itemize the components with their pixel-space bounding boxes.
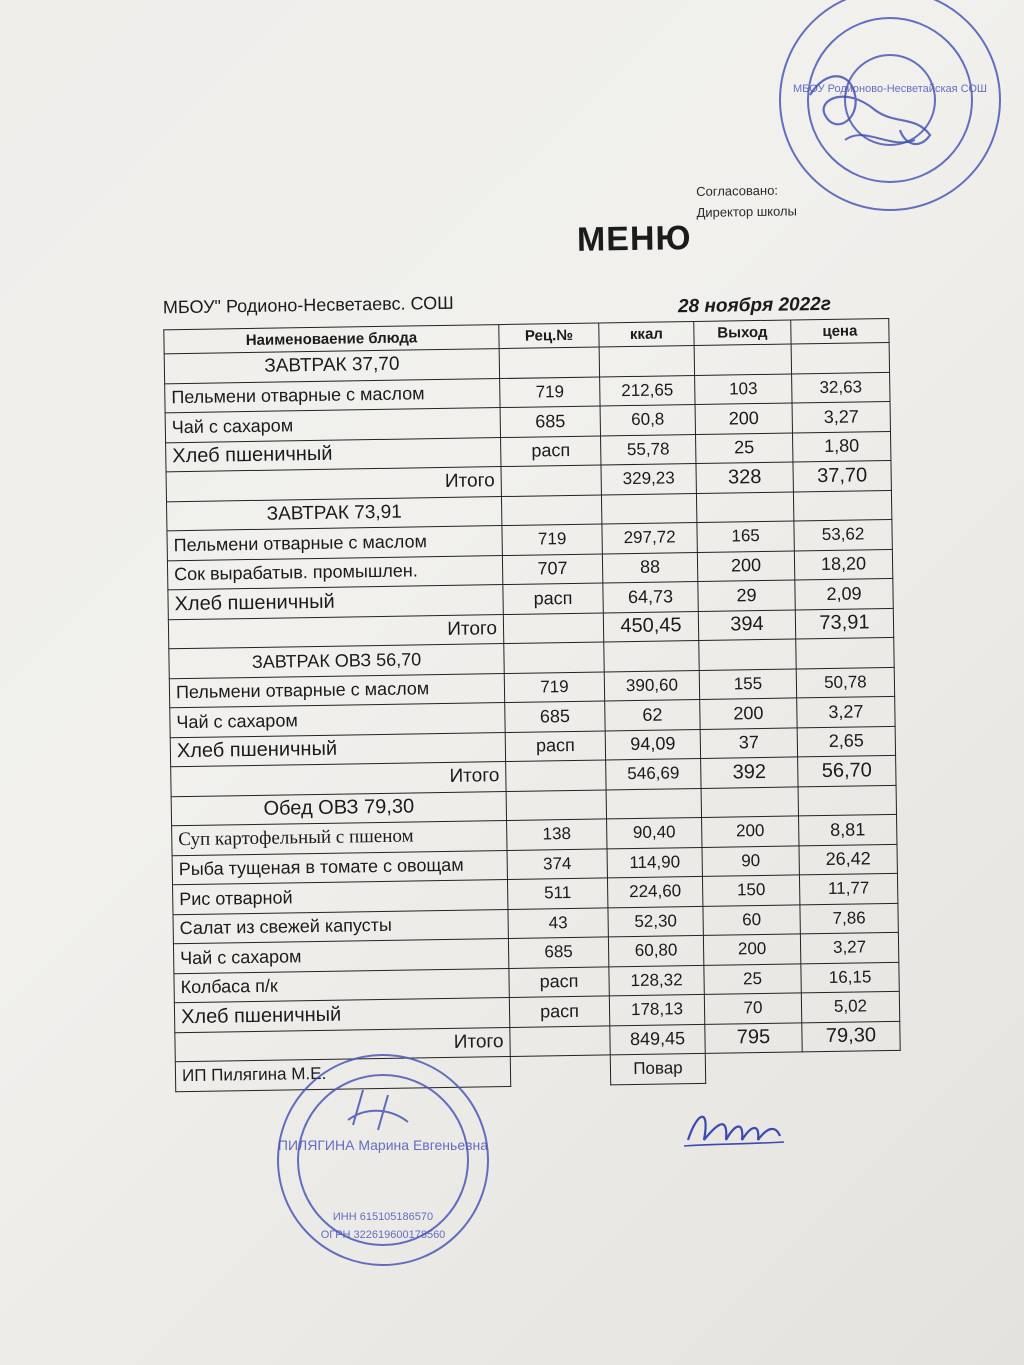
kcal-value: 88: [602, 552, 697, 583]
kcal-value: 114,90: [607, 847, 702, 878]
dish-name: Суп картофельный с пшеном: [172, 821, 507, 856]
total-price: 79,30: [802, 1021, 900, 1052]
kcal-value: 90,40: [607, 817, 702, 848]
menu-sheet: [120, 108, 917, 1180]
column-header-name: Наименоваение блюда: [164, 325, 499, 354]
recipe-number: расп: [501, 435, 601, 466]
total-kcal: 849,45: [610, 1024, 705, 1055]
output-value: 155: [699, 668, 796, 699]
kcal-value: 212,65: [600, 375, 695, 406]
menu-table-body: [164, 342, 900, 1091]
total-label: Итого: [171, 762, 506, 797]
dish-name: Хлеб пшеничный: [166, 437, 501, 472]
column-header-output: Выход: [694, 320, 791, 346]
price-value: 5,02: [801, 991, 899, 1022]
output-value: 90: [702, 845, 799, 876]
recipe-number: 685: [500, 406, 600, 437]
total-kcal: 450,45: [603, 611, 698, 642]
dish-name: Чай с сахаром: [173, 939, 508, 974]
dish-name: Чай с сахаром: [170, 703, 505, 738]
output-value: 70: [704, 993, 801, 1024]
output-value: 165: [697, 521, 794, 552]
output-value: 60: [703, 904, 800, 935]
dish-name: Чай с сахаром: [165, 408, 500, 443]
recipe-number: 511: [507, 878, 607, 909]
kcal-value: 128,32: [609, 965, 704, 996]
dish-name: Хлеб пшеничный: [168, 585, 503, 620]
output-value: 25: [696, 432, 793, 463]
recipe-number: 685: [505, 701, 605, 732]
price-value: 3,27: [797, 696, 895, 727]
total-label: Итого: [166, 467, 501, 502]
output-value: 29: [698, 580, 795, 611]
kcal-value: 55,78: [601, 434, 696, 465]
price-value: 3,27: [800, 932, 898, 963]
recipe-number: 707: [502, 553, 602, 584]
recipe-number: расп: [505, 730, 605, 761]
price-value: 50,78: [796, 667, 894, 698]
menu-table: [163, 318, 901, 1092]
dish-name: Сок вырабатыв. промышлен.: [167, 555, 502, 590]
recipe-number: 719: [502, 524, 602, 555]
column-header-recipe: Рец.№: [499, 323, 599, 349]
output-value: 200: [703, 934, 800, 965]
recipe-number: расп: [509, 966, 609, 997]
total-output: 795: [705, 1022, 802, 1053]
price-value: 2,09: [795, 578, 893, 609]
price-value: 2,65: [797, 726, 895, 757]
total-kcal: 329,23: [601, 463, 696, 494]
total-label: Итого: [175, 1027, 510, 1062]
total-output: 392: [701, 757, 798, 788]
total-output: 394: [698, 609, 795, 640]
dish-name: Хлеб пшеничный: [170, 732, 505, 767]
page-title: МЕНЮ: [576, 219, 692, 259]
kcal-value: 60,8: [600, 405, 695, 436]
recipe-number: расп: [509, 996, 609, 1027]
recipe-number: 374: [507, 848, 607, 879]
recipe-number: 138: [507, 819, 607, 850]
output-value: 37: [700, 727, 797, 758]
total-price: 56,70: [798, 755, 896, 786]
total-price: 37,70: [793, 460, 891, 491]
recipe-number: расп: [503, 583, 603, 614]
kcal-value: 52,30: [608, 906, 703, 937]
total-kcal: 546,69: [606, 758, 701, 789]
price-value: 8,81: [799, 814, 897, 845]
section-title: ЗАВТРАК 37,70: [164, 349, 499, 384]
dish-name: Рыба тущеная в томате с овощам: [172, 850, 507, 885]
kcal-value: 94,09: [605, 729, 700, 760]
output-value: 25: [704, 963, 801, 994]
price-value: 11,77: [799, 873, 897, 904]
price-value: 18,20: [794, 549, 892, 580]
cook-label: Повар: [610, 1053, 705, 1084]
price-value: 3,27: [792, 401, 890, 432]
price-value: 16,15: [801, 962, 899, 993]
supplier-stamp-name: ПИЛЯГИНА Марина Евгеньевна: [277, 1137, 489, 1153]
price-value: 53,62: [794, 519, 892, 550]
approval-label: Согласовано:: [696, 182, 779, 199]
column-header-price: цена: [791, 318, 889, 344]
dish-name: Колбаса п/к: [174, 968, 509, 1003]
dish-name: Рис отварной: [173, 880, 508, 915]
price-value: 32,63: [792, 372, 890, 403]
kcal-value: 64,73: [603, 581, 698, 612]
kcal-value: 390,60: [604, 670, 699, 701]
price-value: 1,80: [792, 431, 890, 462]
recipe-number: 719: [504, 671, 604, 702]
kcal-value: 224,60: [607, 876, 702, 907]
section-title: ЗАВТРАК ОВЗ 56,70: [169, 644, 504, 679]
kcal-value: 62: [605, 699, 700, 730]
supplier-stamp-ogrn: ОГРН 322619600178560: [320, 1229, 446, 1241]
price-value: 26,42: [799, 844, 897, 875]
director-label: Директор школы: [696, 203, 798, 220]
approval-block: [696, 179, 797, 223]
output-value: 103: [695, 373, 792, 404]
output-value: 200: [697, 550, 794, 581]
supplier-name: ИП Пилягина М.Е.: [175, 1056, 510, 1091]
section-title: Обед ОВЗ 79,30: [171, 791, 506, 826]
price-value: 7,86: [800, 903, 898, 934]
school-stamp-text: МБОУ Родионово-Несветайская СОШ: [793, 83, 987, 95]
total-label: Итого: [168, 614, 503, 649]
menu-date: 28 ноября 2022г: [677, 293, 832, 318]
kcal-value: 60,80: [608, 935, 703, 966]
section-title: ЗАВТРАК 73,91: [166, 496, 501, 531]
recipe-number: 719: [500, 376, 600, 407]
dish-name: Салат из свежей капусты: [173, 909, 508, 944]
supplier-stamp-inn: ИНН 615105186570: [332, 1211, 434, 1223]
total-price: 73,91: [795, 608, 893, 639]
output-value: 200: [695, 403, 792, 434]
dish-name: Хлеб пшеничный: [174, 997, 509, 1032]
recipe-number: 43: [508, 907, 608, 938]
recipe-number: 685: [508, 937, 608, 968]
total-output: 328: [696, 462, 793, 493]
output-value: 200: [700, 698, 797, 729]
dish-name: Пельмени отварные с маслом: [169, 673, 504, 708]
kcal-value: 297,72: [602, 522, 697, 553]
output-value: 150: [702, 875, 799, 906]
kcal-value: 178,13: [609, 994, 704, 1025]
dish-name: Пельмени отварные с маслом: [165, 378, 500, 413]
school-name: МБОУ" Родионо-Несветаевс. СОШ: [162, 292, 454, 318]
column-header-kcal: ккал: [599, 322, 694, 347]
output-value: 200: [702, 816, 799, 847]
dish-name: Пельмени отварные с маслом: [167, 526, 502, 561]
